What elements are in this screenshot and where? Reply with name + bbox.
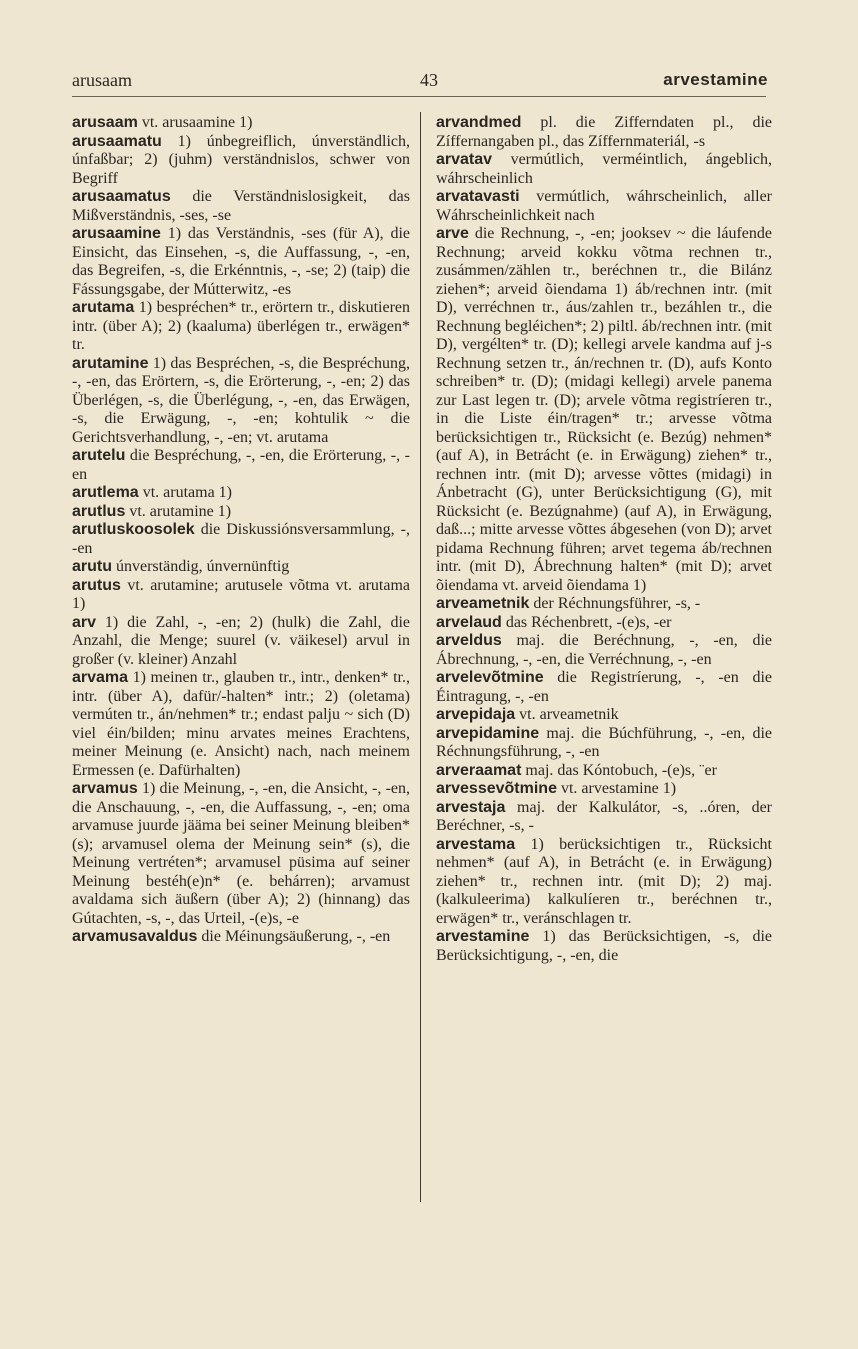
entry-definition: vt. arveametnik: [515, 706, 619, 723]
dictionary-entry: [436, 706, 772, 725]
entry-definition: 1) das Berücksichtigen, -s, die Berücksichtigung, -, -en, die: [436, 928, 772, 964]
entry-headword: arvatavasti: [436, 188, 520, 205]
entry-definition: 1) das Bespréchen, -s, die Bespréchung, -, -en, das Erörtern, -s, die Erörterung, -, -en; 2) das Überlégen, -s, die Überlégung, -, -en, das Erwägen, -s, die Erwägung, -, -en; kohtulik ~ die Gerichtsverhandlung, -, -en; vt. arutama: [72, 354, 410, 446]
dictionary-entry: [436, 836, 772, 929]
entry-definition: vt. arutamine 1): [125, 502, 232, 520]
entry-headword: arvestamine: [436, 928, 530, 945]
running-head-left: arusaam: [72, 70, 132, 90]
dictionary-entry: [72, 503, 410, 522]
entry-definition: die Méinungsäußerung, -, -en: [197, 928, 391, 945]
dictionary-entry: [72, 299, 410, 355]
entry-definition: vt. arutamine; arutusele võtma vt. arutama 1): [72, 576, 410, 612]
dictionary-entry: [436, 928, 772, 965]
entry-headword: arvamus: [72, 780, 138, 797]
entry-definition: pl. die Zifferndaten pl., die Zíffernangaben pl., das Zíffernmateriál, -s: [436, 114, 772, 150]
entry-headword: arve: [436, 225, 469, 242]
dictionary-entry: [72, 669, 410, 780]
entry-headword: arutamine: [72, 354, 149, 372]
entry-definition: die Diskussiónsversammlung, -, -en: [72, 521, 410, 557]
entry-definition: die Rechnung, -, -en; jooksev ~ die láufende Rechnung; arveid kokku võtma rechnen tr., zusámmen/zählen tr., beréchnen tr., die Bilánz ziehen*; arveid õiendama 1) áb/rechnen intr. (mit D), verréchnen tr., áus/zahlen tr., bezáhlen tr., die Rechnung begléichen*; 2) piltl. áb/rechnen intr. (mit D), vergélten* tr. (D); kellegi arvele kandma auf j-s Rechnung setzen tr., án/rechnen tr. (D), aufs Konto schreiben* tr. (D); (midagi kellegi) arvele panema zur Last legen tr. (D); arvele võtma registríeren tr., in die Liste éin/tragen* tr.; arvesse võtma berücksichtigen tr., Rücksicht (e. Bezúg) nehmen* (auf A), in Betrácht (e. in Erwägung) ziehen* tr., rechnen intr. (mit D); arvesse võttes (midagi) in Ánbetracht (G), unter Berücksichtigung (G), mit Rücksicht (e. Bezúgnahme) (auf A), in Erwägung, daß...; mitte arvesse võttes ábgesehen (von D); arvet pidama Rechnung führen; arvet tegema áb/rechnen intr. (mit D), Ábrechnung halten* (mit D); arvet õiendama vt. arveid õiendama 1): [436, 225, 772, 594]
entry-definition: 1) die Meinung, -, -en, die Ansicht, -, -en, die Anschauung, -, -en, die Auffassung, -, -en; oma arvamuse juurde jääma bei seiner Meinung bleiben* (s); arvamusel olema der Meinung sein* (s), die Meinung vertréten*; arvamusel püsima auf seiner Meinung bestéh(e)n* (e. behárren); arvamust avaldama sich äußern (über A); 2) (hinnang) das Gútachten, -s, -, das Urteil, -(e)s, -e: [72, 780, 410, 927]
dictionary-entry: [72, 133, 410, 189]
entry-definition: maj. die Búchführung, -, -en, die Réchnungsführung, -, -en: [436, 724, 772, 760]
dictionary-entry: [436, 151, 772, 188]
dictionary-entry: [72, 614, 410, 670]
dictionary-entry: [436, 725, 772, 762]
entry-headword: arutelu: [72, 447, 126, 464]
dictionary-entry: [72, 225, 410, 299]
entry-headword: arusaamatus: [72, 188, 171, 205]
entry-definition: maj. das Kóntobuch, -(e)s, ¨er: [521, 761, 717, 779]
dictionary-entry: [436, 799, 772, 836]
entry-headword: arvessevõtmine: [436, 780, 557, 797]
entry-headword: arutlus: [72, 502, 126, 520]
entry-definition: maj. der Kalkulátor, -s, ..óren, der Beréchner, -s, -: [436, 798, 772, 834]
entry-definition: maj. die Beréchnung, -, -en, die Ábrechnung, -, -en, die Verréchnung, -, -en: [436, 632, 772, 668]
dictionary-entry: [436, 632, 772, 669]
running-head-right: arvestamine: [663, 70, 768, 89]
entry-definition: vt. arvestamine 1): [556, 780, 677, 797]
dictionary-entry: [436, 188, 772, 225]
entry-headword: arvestama: [436, 835, 516, 853]
entry-definition: vt. arusaamine 1): [137, 114, 253, 131]
entry-definition: die Bespréchung, -, -en, die Erörterung, -, -en: [72, 447, 410, 483]
entry-headword: arvamusavaldus: [72, 928, 198, 945]
right-column: [436, 114, 772, 965]
dictionary-entry: [72, 447, 410, 484]
dictionary-entry: [72, 484, 410, 503]
dictionary-entry: [72, 355, 410, 448]
dictionary-entry: [436, 669, 772, 706]
entry-definition: der Réchnungsführer, -s, -: [529, 595, 701, 612]
entry-definition: 1) únbegreiflich, únverständlich, únfaßbar; 2) (juhm) verständnislos, schwer von Begriff: [72, 132, 410, 187]
column-divider: [420, 112, 421, 1202]
entry-definition: die Registríerung, -, -en die Éintragung, -, -en: [436, 669, 772, 705]
entry-headword: arutu: [72, 558, 112, 575]
entry-definition: únverständig, únvernünftig: [112, 558, 290, 575]
entry-definition: 1) die Zahl, -, -en; 2) (hulk) die Zahl, die Anzahl, die Menge; suurel (v. väikesel) arvul in großer (v. kleiner) Anzahl: [72, 613, 410, 668]
entry-headword: arusaamine: [72, 225, 161, 242]
entry-headword: arveldus: [436, 632, 502, 649]
entry-headword: arvelevõtmine: [436, 669, 544, 686]
entry-definition: 1) bespréchen* tr., erörtern tr., diskutieren intr. (über A); 2) (kaaluma) überlégen tr., erwägen* tr.: [72, 299, 410, 353]
dictionary-entry: [436, 114, 772, 151]
entry-definition: vermútlich, verméintlich, ángeblich, wáhrscheinlich: [436, 151, 772, 187]
dictionary-entry: [72, 188, 410, 225]
dictionary-entry: [72, 558, 410, 577]
dictionary-entry: [72, 780, 410, 928]
entry-headword: arvatav: [436, 151, 493, 168]
entry-headword: arutlema: [72, 484, 139, 501]
dictionary-entry: [72, 928, 410, 947]
entry-headword: arv: [72, 613, 97, 631]
entry-headword: arutluskoosolek: [72, 521, 195, 538]
left-column: [72, 114, 410, 947]
entry-headword: arutama: [72, 299, 135, 316]
dictionary-entry: [72, 577, 410, 614]
dictionary-entry: [436, 780, 772, 799]
entry-headword: arvandmed: [436, 114, 522, 131]
entry-definition: das Réchenbrett, -(e)s, -er: [501, 613, 672, 631]
entry-headword: arvelaud: [436, 613, 502, 631]
dictionary-entry: [72, 114, 410, 133]
entry-headword: arutus: [72, 576, 121, 594]
entry-headword: arvepidaja: [436, 706, 516, 723]
dictionary-entry: [72, 521, 410, 558]
entry-headword: arusaamatu: [72, 132, 162, 150]
entry-headword: arvama: [72, 669, 129, 686]
header-rule: [72, 96, 766, 97]
entry-headword: arveametnik: [436, 595, 530, 612]
entry-definition: vt. arutama 1): [138, 484, 232, 501]
entry-definition: 1) meinen tr., glauben tr., intr., denken* tr., intr. (über A), dafür/-halten* intr.; 2) (oletama) vermúten tr., án/nehmen* tr.; endast palju ~ sich (D) viel éin/bilden; minu arvates meines Erachtens, meiner Meinung (e. Ansicht) nach, nach meinem Ermessen (e. Dafürhalten): [72, 669, 410, 779]
entry-headword: arvepidamine: [436, 724, 540, 742]
entry-definition: 1) berücksichtigen tr., Rücksicht nehmen* (auf A), in Betrácht (e. in Erwägung) ziehen* tr., rechnen intr. (mit D); 2) maj. (kalkuleerima) kalkulíeren tr., beréchnen tr., erwägen* tr., veránschlagen tr.: [436, 835, 772, 927]
dictionary-entry: [436, 614, 772, 633]
entry-definition: 1) das Verständnis, -ses (für A), die Einsicht, das Einsehen, -s, die Auffassung, -, -en, das Begreifen, -s, die Erkénntnis, -, -se; 2) (taip) die Fássungsgabe, der Mútterwitz, -es: [72, 225, 410, 298]
dictionary-entry: [436, 595, 772, 614]
page-number: 43: [420, 70, 438, 90]
entry-headword: arveraamat: [436, 761, 522, 779]
entry-headword: arusaam: [72, 114, 138, 131]
dictionary-entry: [436, 762, 772, 781]
entry-headword: arvestaja: [436, 798, 506, 816]
entry-definition: vermútlich, wáhrscheinlich, aller Wáhrscheinlichkeit nach: [436, 188, 772, 224]
entry-definition: die Verständnislosigkeit, das Mißverständnis, -ses, -se: [72, 188, 410, 224]
dictionary-entry: [436, 225, 772, 595]
